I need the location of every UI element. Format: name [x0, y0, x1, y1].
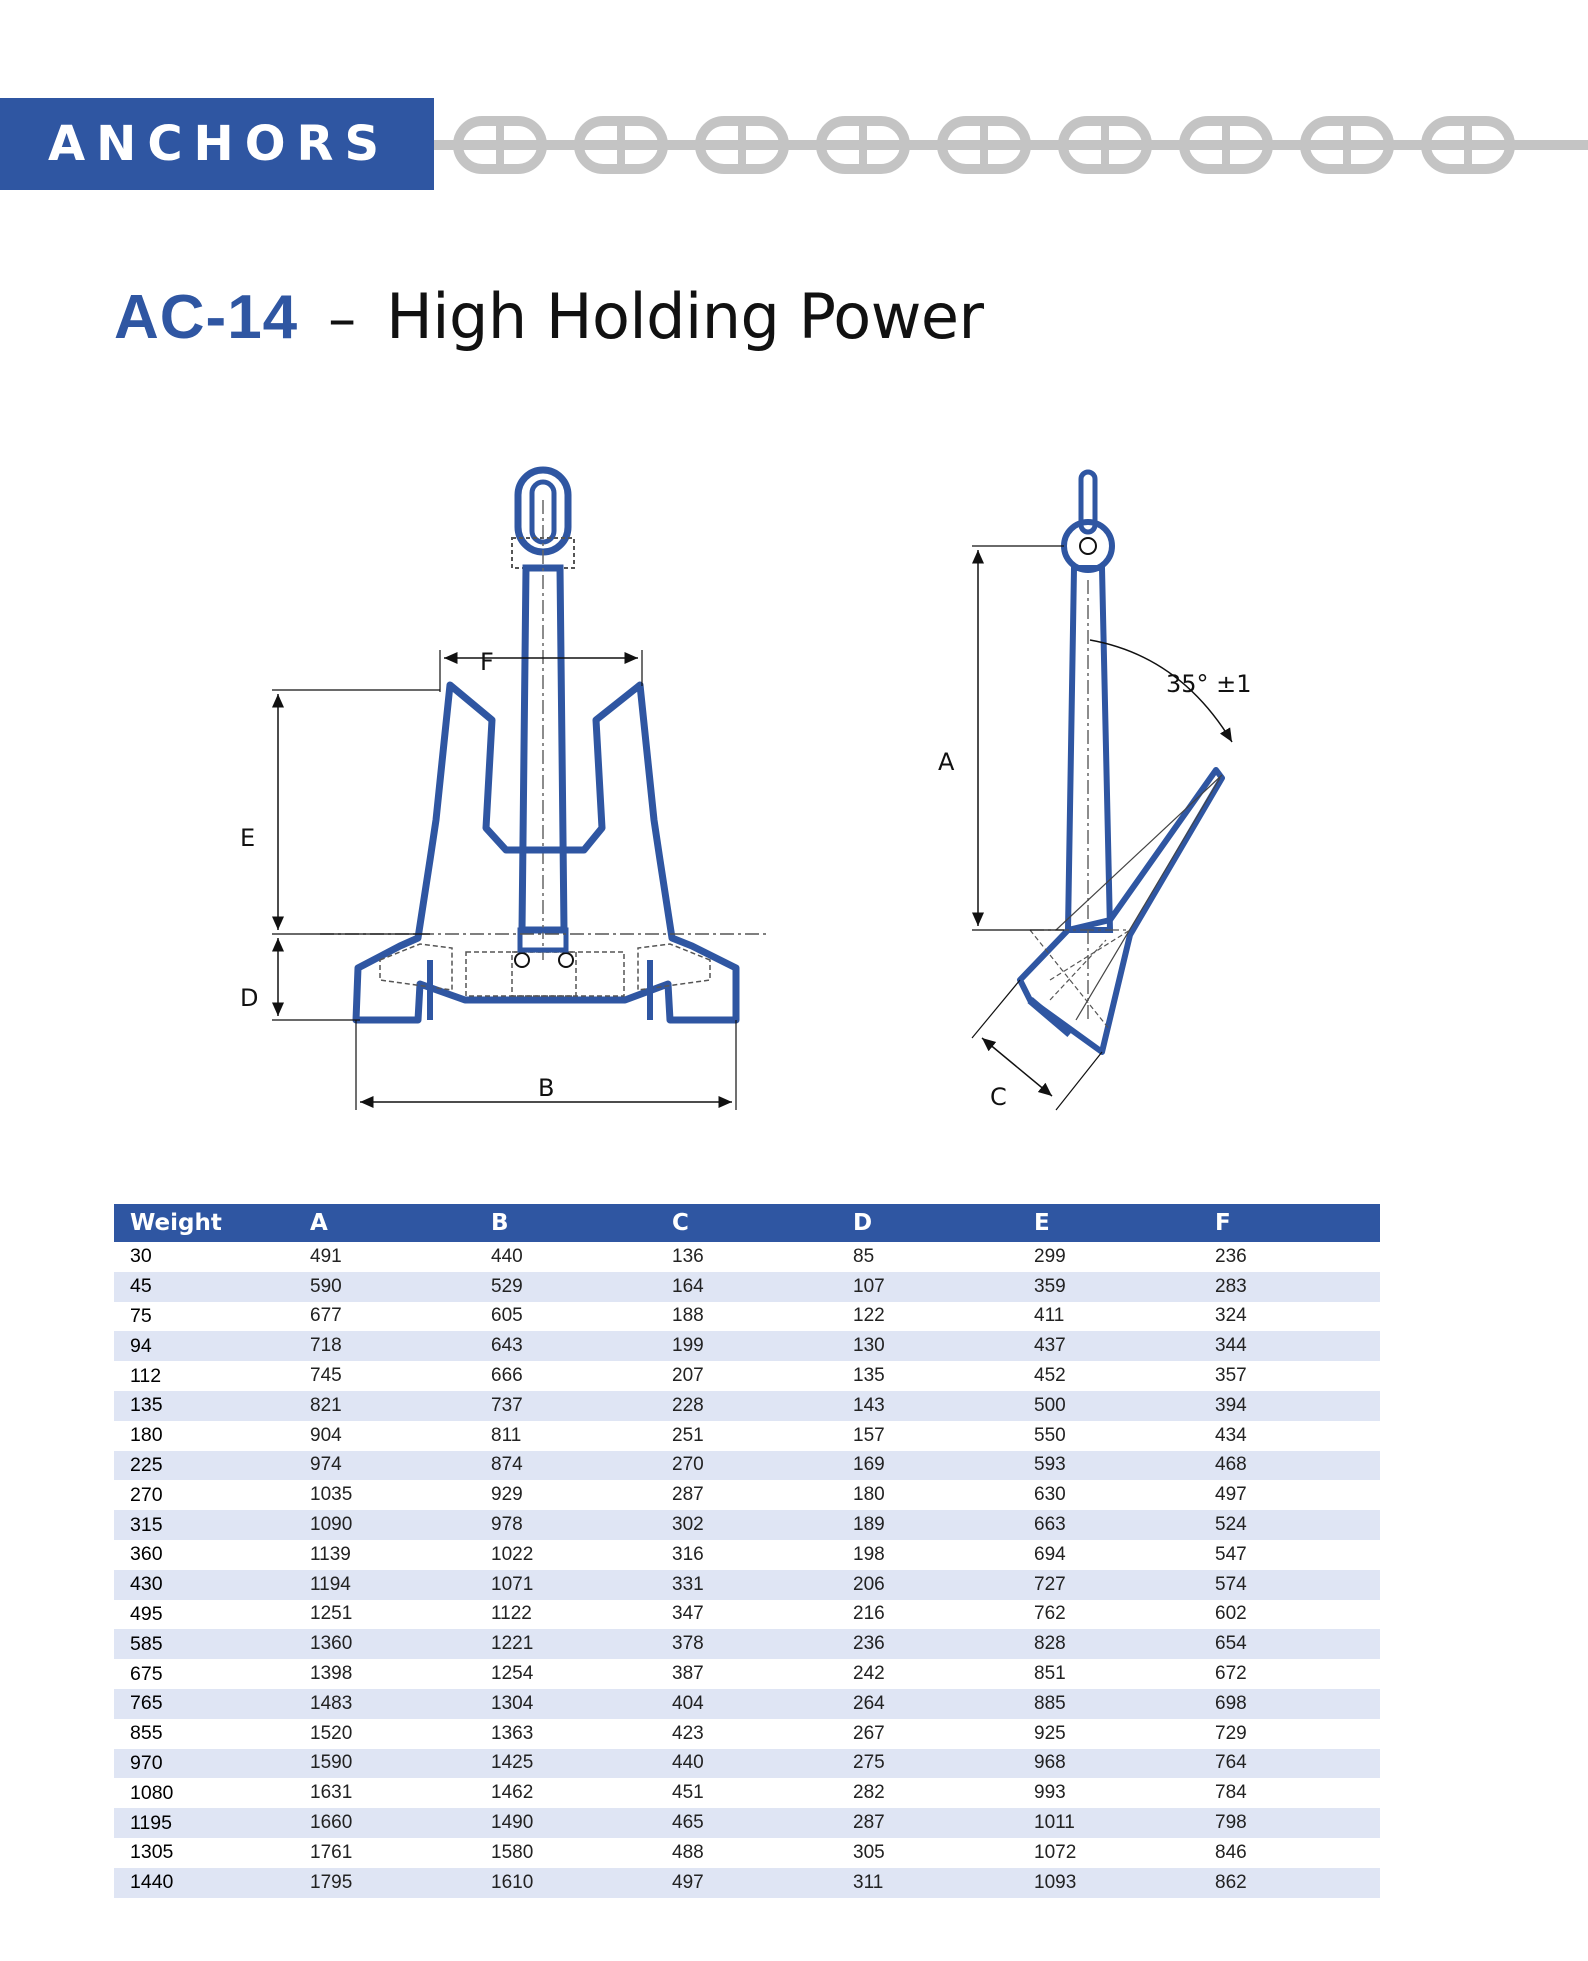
cell-e: 630: [1034, 1484, 1066, 1506]
cell-a: 1139: [310, 1543, 351, 1565]
cell-b: 1254: [491, 1663, 534, 1685]
cell-a: 745: [310, 1365, 342, 1387]
column-header-d: D: [837, 1204, 1018, 1242]
dimension-label-f: F: [480, 648, 494, 676]
cell-d: 287: [837, 1808, 1018, 1838]
table-body: [114, 1242, 1380, 1898]
cell-a: 677: [310, 1305, 342, 1327]
cell-e: 663: [1018, 1510, 1199, 1540]
chain-decoration: [434, 112, 1588, 178]
cell-e: 1011: [1018, 1808, 1199, 1838]
cell-weight: 30: [130, 1245, 152, 1268]
cell-c: 228: [656, 1391, 837, 1421]
cell-c: 136: [672, 1245, 704, 1267]
cell-weight: 270: [130, 1483, 163, 1506]
cell-weight: 360: [130, 1543, 163, 1566]
cell-a: 1090: [294, 1510, 475, 1540]
anchor-front-view: [320, 470, 770, 1020]
cell-d: 180: [853, 1484, 885, 1506]
anchor-technical-drawing: [230, 460, 1390, 1140]
cell-a: 1035: [310, 1484, 353, 1506]
cell-c: 378: [656, 1629, 837, 1659]
cell-b: 737: [475, 1391, 656, 1421]
cell-e: 437: [1018, 1331, 1199, 1361]
table-row: [114, 1838, 1380, 1868]
cell-a: 904: [310, 1424, 342, 1446]
cell-d: 169: [837, 1451, 1018, 1481]
cell-f: 524: [1199, 1510, 1380, 1540]
cell-a: 718: [294, 1331, 475, 1361]
cell-weight: 585: [114, 1629, 294, 1659]
cell-weight: 135: [114, 1391, 294, 1421]
cell-e: 851: [1034, 1663, 1066, 1685]
cell-f: 672: [1215, 1663, 1247, 1685]
table-row: [114, 1421, 1380, 1451]
cell-d: 135: [853, 1365, 885, 1387]
cell-b: 1610: [475, 1868, 656, 1898]
cell-e: 500: [1018, 1391, 1199, 1421]
cell-e: 593: [1018, 1451, 1199, 1481]
cell-f: 357: [1215, 1365, 1247, 1387]
dimension-label-d: D: [240, 984, 259, 1012]
cell-c: 347: [672, 1603, 704, 1625]
table-row: [114, 1719, 1380, 1749]
dimension-label-b: B: [538, 1074, 555, 1102]
cell-c: 497: [656, 1868, 837, 1898]
cell-b: 874: [475, 1451, 656, 1481]
cell-e: 762: [1034, 1603, 1066, 1625]
cell-e: 727: [1018, 1570, 1199, 1600]
cell-b: 440: [491, 1245, 523, 1267]
cell-f: 344: [1199, 1331, 1380, 1361]
cell-b: 811: [491, 1424, 522, 1446]
product-description: High Holding Power: [386, 280, 984, 353]
cell-d: 107: [837, 1272, 1018, 1302]
cell-e: 968: [1018, 1749, 1199, 1779]
dimension-label-e: E: [240, 824, 256, 852]
cell-f: 468: [1199, 1451, 1380, 1481]
cell-weight: 1080: [130, 1781, 174, 1804]
cell-b: 1304: [475, 1689, 656, 1719]
cell-f: 574: [1199, 1570, 1380, 1600]
cell-weight: 1305: [130, 1841, 174, 1864]
cell-weight: 112: [130, 1364, 162, 1387]
dimensions-table: [114, 1204, 1380, 1898]
cell-d: 122: [853, 1305, 885, 1327]
cell-weight: 1195: [114, 1808, 294, 1838]
side-view-dimensions: [938, 546, 1252, 1111]
cell-c: 287: [672, 1484, 704, 1506]
cell-d: 311: [837, 1868, 1018, 1898]
cell-e: 359: [1018, 1272, 1199, 1302]
cell-a: 974: [294, 1451, 475, 1481]
cell-b: 1490: [475, 1808, 656, 1838]
column-header-b: B: [475, 1204, 656, 1242]
table-row: [114, 1451, 1380, 1481]
cell-b: 605: [491, 1305, 523, 1327]
cell-c: 207: [672, 1365, 704, 1387]
cell-weight: 970: [114, 1749, 294, 1779]
dimension-label-a: A: [938, 748, 955, 776]
column-header-a: A: [294, 1204, 475, 1242]
cell-e: 299: [1034, 1245, 1066, 1267]
section-label: ANCHORS: [48, 116, 391, 172]
cell-b: 1580: [491, 1841, 534, 1863]
cell-b: 529: [475, 1272, 656, 1302]
table-row: [114, 1629, 1380, 1659]
cell-e: 885: [1018, 1689, 1199, 1719]
cell-weight: 765: [114, 1689, 294, 1719]
cell-d: 275: [837, 1749, 1018, 1779]
cell-f: 698: [1199, 1689, 1380, 1719]
cell-a: 1590: [294, 1749, 475, 1779]
cell-weight: 75: [130, 1304, 152, 1327]
cell-b: 1462: [491, 1782, 534, 1804]
cell-c: 251: [672, 1424, 704, 1446]
cell-e: 1093: [1018, 1868, 1199, 1898]
cell-b: 1122: [491, 1603, 532, 1625]
cell-weight: 675: [130, 1662, 163, 1685]
cell-a: 491: [310, 1245, 342, 1267]
cell-d: 264: [837, 1689, 1018, 1719]
cell-e: 993: [1034, 1782, 1066, 1804]
page-title: [114, 280, 984, 360]
cell-b: 978: [475, 1510, 656, 1540]
table-header-row: [114, 1204, 1380, 1242]
cell-weight: 430: [114, 1570, 294, 1600]
cell-a: 821: [294, 1391, 475, 1421]
cell-d: 85: [853, 1245, 875, 1267]
cell-weight: 1440: [114, 1868, 294, 1898]
table-row: [114, 1361, 1380, 1391]
dimension-label-c: C: [990, 1083, 1007, 1111]
cell-b: 1071: [475, 1570, 656, 1600]
cell-f: 547: [1215, 1543, 1247, 1565]
cell-c: 451: [672, 1782, 704, 1804]
table-row: [114, 1808, 1380, 1838]
cell-a: 1761: [310, 1841, 353, 1863]
cell-e: 550: [1034, 1424, 1066, 1446]
cell-d: 282: [853, 1782, 885, 1804]
cell-d: 242: [853, 1663, 885, 1685]
cell-a: 1194: [294, 1570, 475, 1600]
section-header-band: [0, 98, 434, 190]
cell-a: 1631: [310, 1782, 353, 1804]
cell-f: 798: [1199, 1808, 1380, 1838]
cell-c: 331: [656, 1570, 837, 1600]
table-row: [114, 1302, 1380, 1332]
cell-d: 216: [853, 1603, 885, 1625]
title-dash: –: [328, 287, 357, 352]
cell-b: 1022: [491, 1543, 534, 1565]
cell-weight: 45: [114, 1272, 294, 1302]
column-header-f: F: [1199, 1204, 1380, 1242]
column-header-e: E: [1018, 1204, 1199, 1242]
cell-a: 1660: [294, 1808, 475, 1838]
cell-weight: 94: [114, 1331, 294, 1361]
cell-c: 440: [656, 1749, 837, 1779]
cell-a: 1483: [294, 1689, 475, 1719]
cell-e: 452: [1034, 1365, 1066, 1387]
cell-d: 305: [853, 1841, 885, 1863]
cell-c: 316: [672, 1543, 704, 1565]
cell-a: 1251: [310, 1603, 353, 1625]
cell-f: 862: [1199, 1868, 1380, 1898]
cell-c: 465: [656, 1808, 837, 1838]
cell-f: 764: [1199, 1749, 1380, 1779]
cell-a: 590: [294, 1272, 475, 1302]
cell-c: 423: [672, 1722, 704, 1744]
cell-f: 784: [1215, 1782, 1247, 1804]
table-row: [114, 1242, 1380, 1272]
cell-weight: 180: [130, 1424, 163, 1447]
cell-b: 643: [475, 1331, 656, 1361]
cell-b: 666: [491, 1365, 523, 1387]
cell-d: 189: [837, 1510, 1018, 1540]
cell-d: 143: [837, 1391, 1018, 1421]
cell-f: 846: [1215, 1841, 1247, 1863]
cell-c: 404: [656, 1689, 837, 1719]
cell-d: 236: [837, 1629, 1018, 1659]
cell-c: 387: [672, 1663, 704, 1685]
cell-f: 434: [1215, 1424, 1247, 1446]
cell-f: 729: [1215, 1722, 1247, 1744]
cell-a: 1795: [294, 1868, 475, 1898]
cell-a: 1520: [310, 1722, 353, 1744]
table-row: [114, 1510, 1380, 1540]
table-row: [114, 1600, 1380, 1630]
anchor-side-view: [1020, 472, 1222, 1052]
cell-e: 828: [1018, 1629, 1199, 1659]
cell-d: 130: [837, 1331, 1018, 1361]
cell-f: 283: [1199, 1272, 1380, 1302]
cell-f: 236: [1215, 1245, 1247, 1267]
cell-e: 1072: [1034, 1841, 1077, 1863]
table-row: [114, 1272, 1380, 1302]
cell-f: 324: [1215, 1305, 1247, 1327]
cell-d: 198: [853, 1543, 885, 1565]
cell-b: 929: [491, 1484, 523, 1506]
cell-b: 1425: [475, 1749, 656, 1779]
cell-e: 411: [1034, 1305, 1065, 1327]
table-row: [114, 1331, 1380, 1361]
table-row: [114, 1689, 1380, 1719]
table-row: [114, 1570, 1380, 1600]
cell-d: 267: [853, 1722, 885, 1744]
column-header-weight: Weight: [114, 1204, 294, 1242]
table-row: [114, 1749, 1380, 1779]
cell-e: 925: [1034, 1722, 1066, 1744]
cell-c: 188: [672, 1305, 704, 1327]
model-number: AC-14: [114, 283, 299, 352]
cell-d: 157: [853, 1424, 885, 1446]
cell-weight: 495: [130, 1602, 163, 1625]
cell-c: 270: [656, 1451, 837, 1481]
table-row: [114, 1391, 1380, 1421]
table-row: [114, 1868, 1380, 1898]
cell-f: 602: [1215, 1603, 1247, 1625]
cell-a: 1398: [310, 1663, 353, 1685]
cell-c: 302: [656, 1510, 837, 1540]
cell-c: 199: [656, 1331, 837, 1361]
cell-b: 1221: [475, 1629, 656, 1659]
cell-a: 1360: [294, 1629, 475, 1659]
table-row: [114, 1540, 1380, 1570]
cell-e: 694: [1034, 1543, 1066, 1565]
table-row: [114, 1778, 1380, 1808]
cell-d: 206: [837, 1570, 1018, 1600]
cell-f: 654: [1199, 1629, 1380, 1659]
cell-weight: 855: [130, 1722, 163, 1745]
cell-f: 497: [1215, 1484, 1247, 1506]
cell-weight: 315: [114, 1510, 294, 1540]
cell-c: 488: [672, 1841, 704, 1863]
table-row: [114, 1659, 1380, 1689]
cell-c: 164: [656, 1272, 837, 1302]
cell-b: 1363: [491, 1722, 534, 1744]
cell-f: 394: [1199, 1391, 1380, 1421]
column-header-c: C: [656, 1204, 837, 1242]
table-row: [114, 1480, 1380, 1510]
cell-weight: 225: [114, 1451, 294, 1481]
angle-label: 35° ±1: [1166, 670, 1252, 698]
